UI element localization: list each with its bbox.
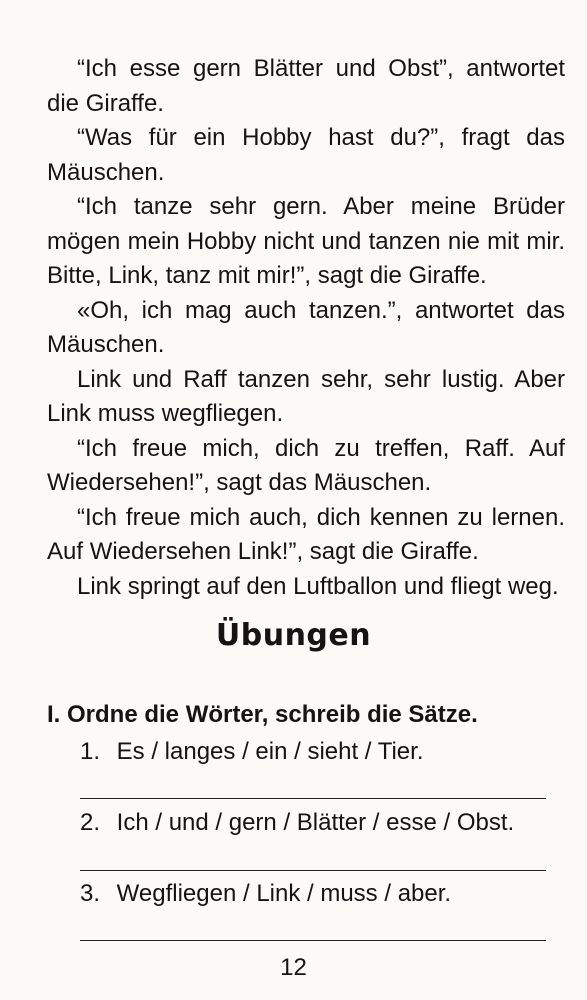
story-paragraph-3: “Ich tanze sehr gern. Aber meine Brüder mögen mein Hobby nicht und tanzen nie mit mir. Bitte, Link, tanz mit mir!”, sagt die Giraffe.: [47, 193, 565, 289]
story-paragraph-7: “Ich freue mich auch, dich kennen zu lernen. Auf Wiedersehen Link!”, sagt die Giraffe.: [47, 503, 565, 565]
task-title: I. Ordne die Wörter, schreib die Sätze.: [47, 701, 478, 728]
exercise-words: Ich / und / gern / Blätter / esse / Obst.: [116, 809, 515, 836]
story-paragraph-4: «Oh, ich mag auch tanzen.”, antwortet das Mäuschen.: [47, 296, 565, 358]
exercise-words: Wegfliegen / Link / muss / aber.: [116, 880, 452, 907]
story-paragraph-1: “Ich esse gern Blätter und Obst”, antwortet die Giraffe.: [47, 55, 565, 117]
exercise-number: 1.: [80, 738, 101, 765]
exercise-number: 3.: [80, 880, 101, 907]
exercise-item-2: [80, 808, 550, 838]
story-paragraph-6: “Ich freue mich, dich zu treffen, Raff. Auf Wiedersehen!”, sagt das Mäuschen.: [47, 434, 565, 496]
exercise-item-3: [80, 879, 550, 909]
answer-line-3[interactable]: [80, 940, 546, 941]
section-heading: Übungen: [215, 618, 372, 653]
exercise-words: Es / langes / ein / sieht / Tier.: [116, 738, 424, 765]
page-number: 12: [280, 954, 307, 981]
story-paragraph-5: Link und Raff tanzen sehr, sehr lustig. Aber Link muss wegfliegen.: [47, 365, 565, 427]
story-text: [47, 52, 565, 604]
answer-line-2[interactable]: [80, 870, 546, 871]
story-paragraph-2: “Was für ein Hobby hast du?”, fragt das Mäuschen.: [47, 124, 565, 186]
exercise-number: 2.: [80, 809, 101, 836]
story-paragraph-8: Link springt auf den Luftballon und fliegt weg.: [77, 572, 559, 600]
exercise-item-1: [80, 737, 550, 767]
answer-line-1[interactable]: [80, 798, 546, 799]
